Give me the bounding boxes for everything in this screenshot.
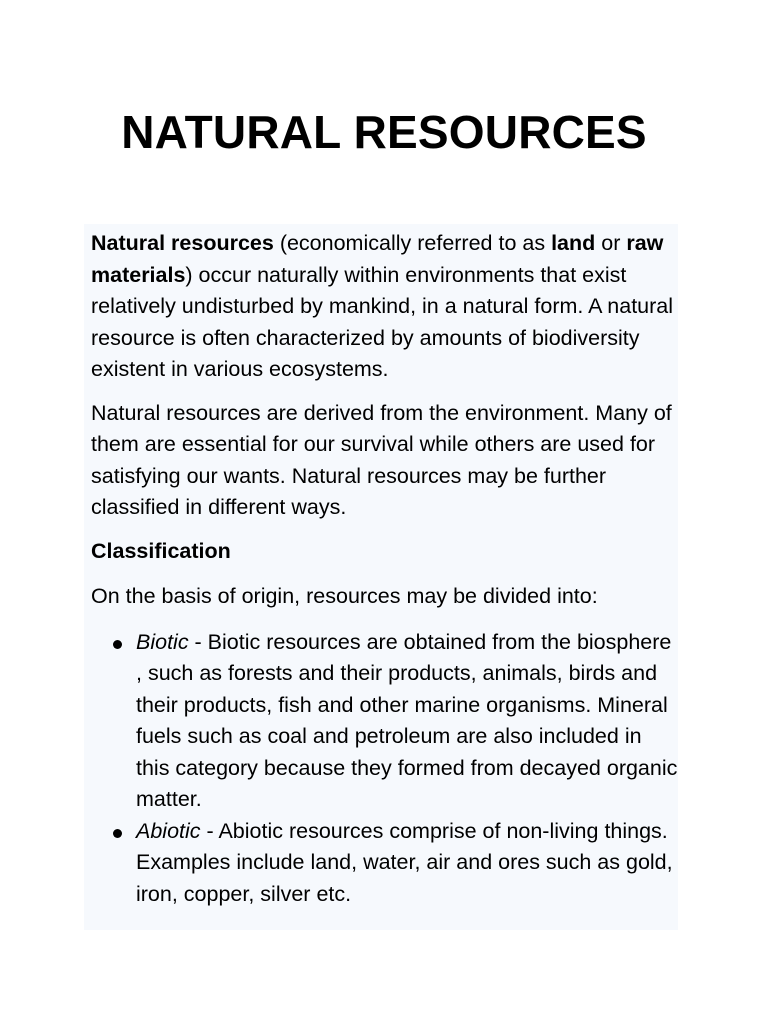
body-text-block bbox=[84, 224, 678, 930]
list-item-abiotic bbox=[91, 816, 678, 911]
list-text-biotic: - Biotic resources are obtained from the biosphere , such as forests and their products, animals, birds and their products, fish and other marine organisms. Mineral fuels such as coal and petroleum are also included in this category because they formed from decayed organic matter. bbox=[136, 629, 678, 811]
list-term-biotic: Biotic bbox=[136, 629, 189, 654]
list-text-abiotic: - Abiotic resources comprise of non-living things. Examples include land, water, air and ores such as gold, iron, copper, silver etc. bbox=[136, 818, 673, 906]
intro-term-raw-materials: raw materials bbox=[91, 231, 664, 287]
intro-text-1: (economically referred to as bbox=[273, 231, 552, 255]
intro-paragraph bbox=[91, 228, 678, 386]
list-term-abiotic: Abiotic bbox=[136, 818, 201, 843]
intro-term-natural-resources: Natural resources bbox=[91, 231, 274, 255]
derived-paragraph: Natural resources are derived from the environment. Many of them are essential for our survival while others are used for satisfying our wants. Natural resources may be further classified in different ways. bbox=[91, 400, 672, 519]
intro-text-3: ) occur naturally within environments that exist relatively undisturbed by mankind, in a natural form. A natural resource is often characterized by amounts of biodiversity existent in various ecosystems. bbox=[91, 262, 674, 381]
classification-heading: Classification bbox=[91, 538, 231, 563]
intro-term-land: land bbox=[551, 231, 596, 255]
bullet-icon bbox=[113, 640, 122, 649]
list-item-biotic bbox=[91, 627, 678, 816]
origin-intro-paragraph: On the basis of origin, resources may be divided into: bbox=[91, 584, 598, 608]
resource-type-list bbox=[91, 627, 678, 911]
intro-text-2: or bbox=[595, 231, 627, 255]
bullet-icon bbox=[113, 829, 122, 838]
document-title: NATURAL RESOURCES bbox=[121, 106, 647, 158]
